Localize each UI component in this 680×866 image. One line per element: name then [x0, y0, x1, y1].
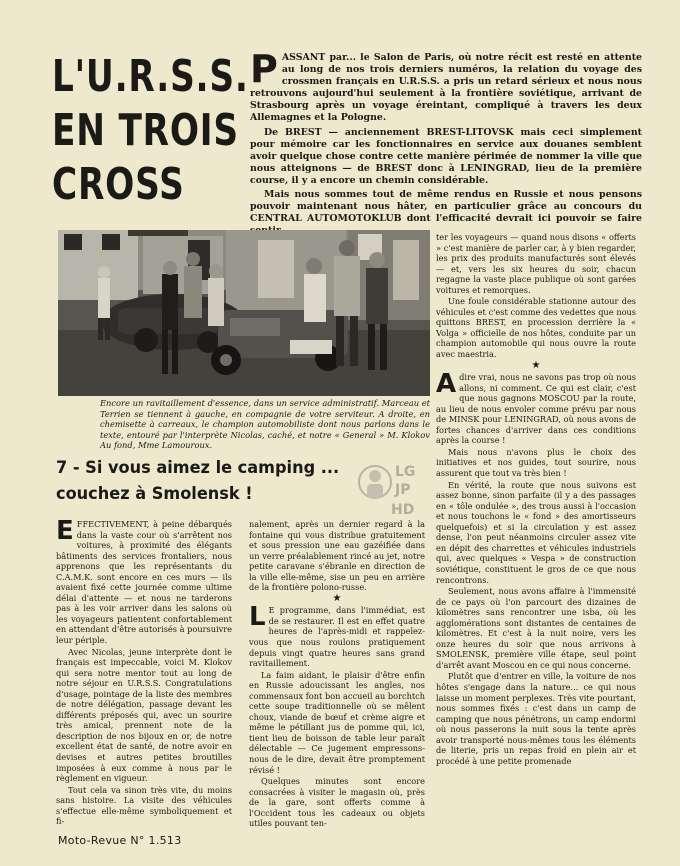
- col2-paragraph-4: Quelques minutes sont encore consacrées à visiter le magasin où, près de la gare, sont offerts comme à l'Occident tous les cadeaux ou objets utiles pouvant ten-: [249, 776, 425, 829]
- col2-star-separator: ★: [332, 592, 342, 604]
- col3-paragraph-2: Une foule considérable stationne autour des véhicules et c'est comme des vedettes que nous quittons BREST, en procession derrière la « Volga » officielle de nos hôtes, conduite par un champion automobile qui nous ouvre la route avec maestria.: [436, 296, 636, 360]
- lead-paragraph-1: PASSANT par... le Salon de Paris, où notre récit est resté en attente au long de nos trois derniers numéros, la relation du voyage des crossmen français en U.R.S.S. a pris un retard sérieux et nous nous retrouvons aujourd'hui seulement à la frontière soviétique, arrivant de Strasbourg après un voyage éreintant, compliqué à travers les deux Allemagnes et la Pologne.: [250, 47, 642, 124]
- col3-dropcap: A: [436, 369, 457, 400]
- col1-paragraph-1: EFFECTIVEMENT, à peine débarqués dans la vaste cour où s'arrêtent nos voitures, à proximité des élégants bâtiments des services frontaliers, nous apprenons que les représentants du C.A.M.K. sont encore en ces murs — ils avaient fixé cette journée comme ultime délai d'attente — et nous ne tarderons pas à les voir arriver dans les salons où les voyageurs patientent confortablement en attendant d'être autorisés à poursuivre leur périple.: [56, 516, 232, 646]
- section-headline: [56, 455, 398, 507]
- watermark-line-2: JP: [395, 482, 411, 498]
- col3-star-separator: ★: [531, 359, 541, 371]
- col1-paragraph-2: Avec Nicolas, jeune interprète dont le français est impeccable, voici M. Klokov qui sera notre mentor tout au long de notre séjour en U.R.S.S. Congratulations d'usage, pointage de la liste des membres de notre délégation, passage devant les différents préposés qui, avec un sourire très amical, prennent note de la description de nos bijoux en or, de notre excellent état de santé, de notre avoir en devises et autres petites broutilles imposées à eux comme à nous par le règlement en vigueur.: [56, 646, 232, 784]
- lead-paragraph-2: De BREST — anciennement BREST-LITOVSK mais ceci simplement pour mémoire car les fonctionnaires en service aux douanes semblent avoir quelque chose contre cette manière périmée de nommer la ville que nous atteignons — de BREST donc à LENINGRAD, lieu de la première course, il y a encore un chemin considérable.: [250, 126, 642, 186]
- col3-paragraph-1: ter les voyageurs — quand nous disons « offerts » c'est manière de parler car, à y bien regarder, les prix des produits manufacturés sont élevés — et, vers les six heures du soir, chacun regagne la vaste place publique où sont garées voitures et remorques.: [436, 232, 636, 295]
- col2-paragraph-2: L E programme, dans l'immédiat, est de se restaurer. Il est en effet quatre heures de l'après-midi et rappelez-vous que nous roulons pratiquement depuis vingt quatre heures sans grand ravitaillement.: [249, 602, 425, 669]
- col1-paragraph-3: Tout cela va sinon très vite, du moins sans histoire. La visite des véhicules s'effectue elle-même symboliquement et fi-: [56, 784, 232, 827]
- column-1: [56, 516, 232, 828]
- lead-paragraphs: [250, 47, 642, 239]
- col3-paragraph-7: Plutôt que d'entrer en ville, la voiture de nos hôtes s'engage dans la nature... ce qui nous laisse un moment perplexes. Très vite pourtant, nous sommes fixés : c'est dans un camp de camping que nous pénétrons, un camp endormi où nous passerons la nuit sous la tente après avoir transporté nous-mêmes tous les éléments de literie, pris un repas froid en plein air et procédé à une petite promenade: [436, 671, 636, 766]
- watermark-line-1: LG: [395, 464, 416, 480]
- col2-paragraph-1: nalement, après un dernier regard à la fontaine qui vous distribue gratuitement et sous pression une eau gazéifiée dans un verre préalablement rincé au jet, notre petite caravane s'ébranle en direction de la ville elle-même, sise un peu en arrière de la frontière polono-russe.: [249, 519, 425, 593]
- page-footer: Moto-Revue N° 1.513: [58, 834, 182, 847]
- column-3: [436, 232, 636, 767]
- photo-caption: Encore un ravitaillement d'essence, dans un service administratif. Marceau et Terrien se tiennent à gauche, en compagnie de votre serviteur. A droite, en chemisette à carreaux, le champion automobiliste dont nous parlons dans le texte, entouré par l'interprète Nicolas, caché, et notre « General » M. Klokov Au fond, Mme Lamouroux.: [100, 398, 430, 451]
- lead-paragraph-3: Mais nous sommes tout de même rendus en Russie et nous pensons pouvoir maintenant nous hâter, en particulier grâce au concours du CENTRAL AUTOMOTOKLUB dont l'efficacité devrait ici pouvoir se faire: [250, 189, 642, 225]
- col2-paragraph-3: La faim aidant, le plaisir d'être enfin en Russie adoucissant les angles, nos commensaux font bon accueil au borchtch cette soupe traditionnelle où se mêlent choux, viande de bœuf et crème aigre et même le pétillant jus de pomme qui, ici, tient lieu de boisson de table leur paraît délectable — Ce jugement empressons-nous de le dire, devait être promptement révisé !: [249, 669, 425, 775]
- col3-paragraph-6: Seulement, nous avons affaire à l'immensité de ce pays où l'on parcourt des dizaines de kilomètres sans rencontrer une isba, où les agglomérations sont distantes de centaines de kilomètres. Et c'est à la nuit noire, vers les onze heures du soir que nous arrivons à SMOLENSK, première ville étape, seul point d'arrêt avant Moscou en ce qui nous concerne.: [436, 586, 636, 670]
- col3-paragraph-4: Mais nous n'avons plus le choix des initiatives et nos guides, tout sourire, nous assurent que tout va très bien !: [436, 446, 636, 479]
- section-headline-line-1: 7 - Si vous aimez le camping ...: [56, 458, 340, 478]
- watermark-logo: [355, 458, 425, 520]
- article-title: [52, 50, 249, 212]
- title-line-2: EN TROIS: [52, 105, 239, 156]
- title-line-3: CROSS: [52, 159, 185, 210]
- col1-dropcap: E: [56, 516, 74, 546]
- watermark-line-3: HD: [391, 502, 415, 518]
- section-headline-line-2: couchez à Smolensk !: [56, 484, 253, 504]
- col3-paragraph-3: A dire vrai, nous ne savons pas trop où nous allons, ni comment. Ce qui est clair, c'est que nous gagnons MOSCOU par la route, au lieu de nous envoler comme prévu par nous de MINSK pour LENINGRAD, où nous avons de fortes chances d'arriver dans ces conditions après la course !: [436, 369, 636, 446]
- photo-illustration: [58, 230, 430, 396]
- col3-paragraph-5: En vérité, la route que nous suivons est assez bonne, sinon parfaite (il y a des passages en « tôle ondulée », des trous aussi à l'occasion et nous touchons le « fond » des amortisseurs quelquefois) et si la circulation y est assez dense, l'on peut néanmoins circuler assez vite en dépit des charrettes et véhicules industriels qui, avec quelques « Vespa » de construction soviétique, constituent le gros de ce que nous rencontrons.: [436, 479, 636, 585]
- lead-dropcap: P: [250, 47, 278, 91]
- column-2: [249, 519, 425, 830]
- photo-refuelling: [58, 230, 430, 396]
- title-line-1: L'U.R.S.S.: [52, 51, 249, 102]
- col2-dropcap: L: [249, 602, 266, 633]
